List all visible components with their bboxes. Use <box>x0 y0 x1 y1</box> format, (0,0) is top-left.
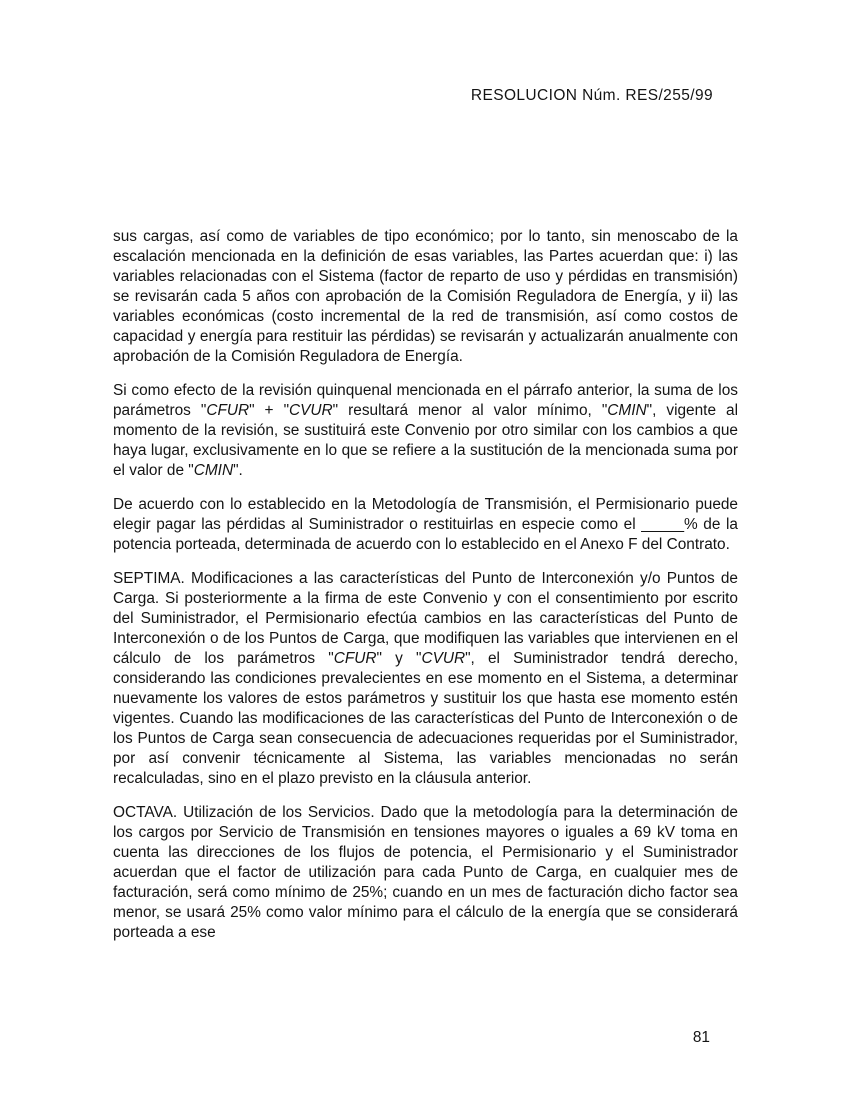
para-octava <box>113 803 738 943</box>
para-continuation-variables <box>113 227 738 367</box>
page-number: 81 <box>692 1029 710 1046</box>
text-segment: SEPTIMA. Modificaciones a las características del Punto de Interconexión y/o Puntos de Carga. Si posteriormente a la firma de este Convenio y con el consentimiento por escrito del Suministrador, el Permisionario efectúa cambios en las características del Punto de Interconexión o de los Puntos de Carga, que modifiquen las variables que intervienen en el cálculo de los parámetros " <box>113 570 738 667</box>
para-metodologia-transmision <box>113 495 738 555</box>
parameter-term: CMIN <box>607 402 647 419</box>
parameter-term: CVUR <box>421 650 466 667</box>
text-segment: " y " <box>376 650 422 667</box>
parameter-term: CVUR <box>289 402 333 419</box>
parameter-term: CMIN <box>193 462 234 479</box>
text-segment: OCTAVA. Utilización de los Servicios. Dado que la metodología para la determinación de los cargos por Servicio de Transmisión en tensiones mayores o iguales a 69 kV toma en cuenta las direcciones de los flujos de potencia, el Permisionario y el Suministrador acuerdan que el factor de utilización para cada Punto de Carga, en cualquier mes de facturación, será como mínimo de 25%; cuando en un mes de facturación dicho factor sea menor, se usará 25% como valor mínimo para el cálculo de la energía que se considerará porteada a ese <box>113 804 738 941</box>
parameter-term: CFUR <box>206 402 250 419</box>
text-segment: De acuerdo con lo establecido en la Metodología de Transmisión, el Permisionario puede elegir pagar las pérdidas al Suministrador o restituirlas en especie como el _____% de la potencia porteada, determinada de acuerdo con lo establecido en el Anexo F del Contrato. <box>113 496 738 553</box>
text-segment: ". <box>233 462 243 479</box>
para-revision-quinquenal <box>113 381 738 481</box>
document-body <box>113 227 738 943</box>
text-segment: ", el Suministrador tendrá derecho, considerando las condiciones prevalecientes en ese momento en el Sistema, a determinar nuevamente los valores de estos parámetros y sustituir los que hasta ese momento estén vigentes. Cuando las modificaciones de las características del Punto de Interconexión o de los Puntos de Carga sean consecuencia de adecuaciones requeridas por el Suministrador, por así convenir técnicamente al Sistema, las variables mencionadas no serán recalculadas, sino en el plazo previsto en la cláusula anterior. <box>113 650 738 787</box>
text-segment: ", vigente al momento de la revisión, se sustituirá este Convenio por otro similar con los cambios a que haya lugar, exclusivamente en lo que se refiere a la sustitución de la mencionada suma por el valor de " <box>113 402 738 479</box>
text-segment: " resultará menor al valor mínimo, " <box>332 402 608 419</box>
document-header-title: RESOLUCION Núm. RES/255/99 <box>470 87 713 104</box>
text-segment: sus cargas, así como de variables de tipo económico; por lo tanto, sin menoscabo de la escalación mencionada en la definición de esas variables, las Partes acuerdan que: i) las variables relacionadas con el Sistema (factor de reparto de uso y pérdidas en transmisión) se revisarán cada 5 años con aprobación de la Comisión Reguladora de Energía, y ii) las variables económicas (costo incremental de la red de transmisión, así como costos de capacidad y energía para restituir las pérdidas) se revisarán y actualizarán anualmente con aprobación de la Comisión Reguladora de Energía. <box>113 228 738 365</box>
parameter-term: CFUR <box>333 650 377 667</box>
para-septima <box>113 569 738 789</box>
text-segment: Si como efecto de la revisión quinquenal mencionada en el párrafo anterior, la suma de los parámetros " <box>113 382 738 419</box>
text-segment: " + " <box>249 402 290 419</box>
